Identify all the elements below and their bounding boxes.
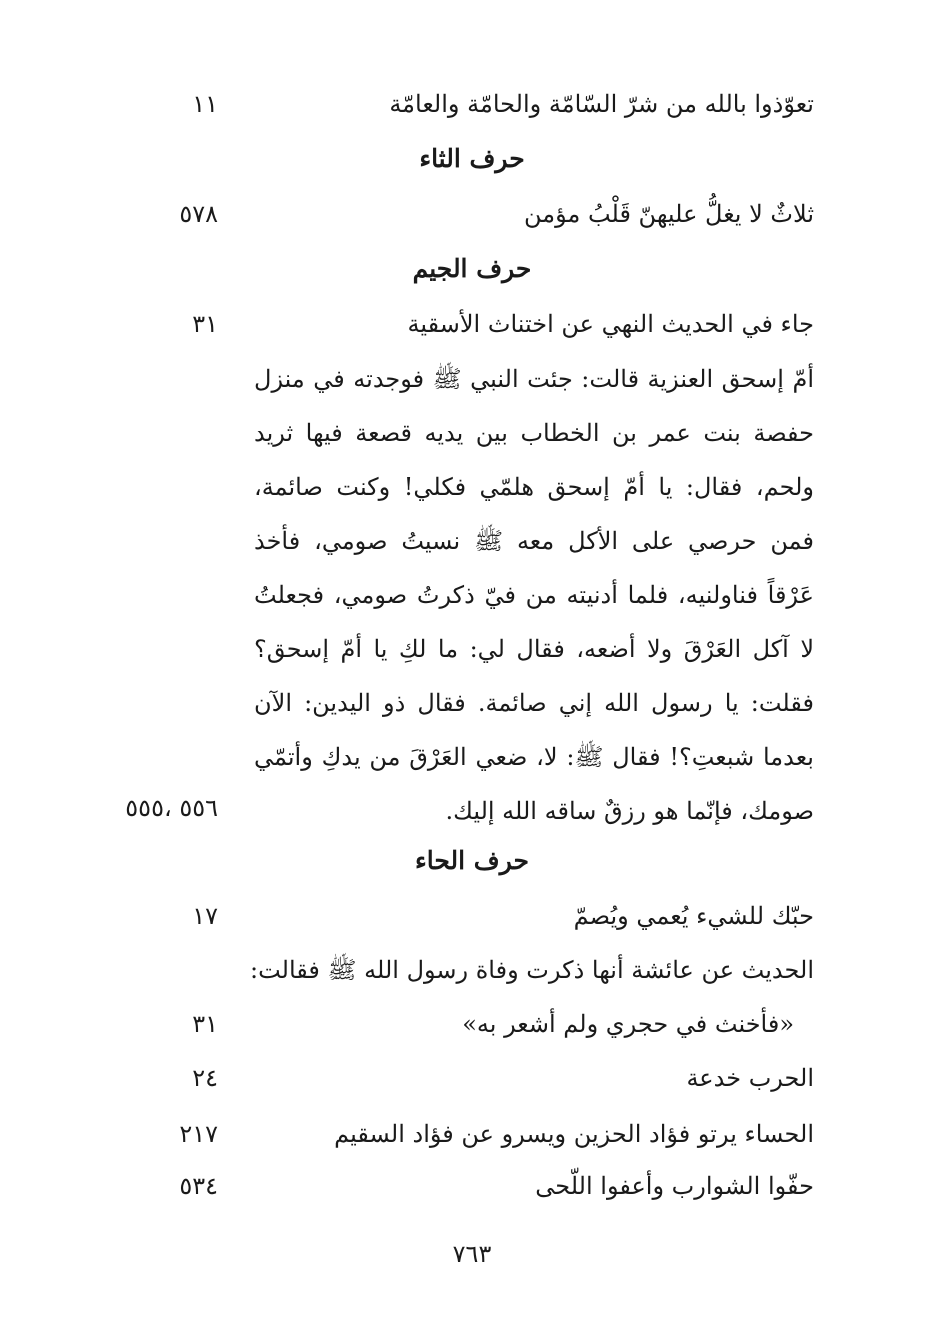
hadith-line: حبّك للشيء يُعمي ويُصمّ bbox=[573, 902, 814, 930]
hadith-line: الحساء يرتو فؤاد الحزين ويسرو عن فؤاد السقيم bbox=[334, 1120, 814, 1148]
page-reference: ٥٥٦ ،٥٥٥ bbox=[125, 794, 218, 822]
hadith-line: الحديث عن عائشة أنها ذكرت وفاة رسول الله ﷺ فقالت: bbox=[250, 956, 814, 984]
section-heading: حرف الثاء bbox=[419, 144, 525, 173]
page-reference: ٢٤ bbox=[192, 1064, 218, 1092]
hadith-line: حفّوا الشوارب وأعفوا اللّحى bbox=[535, 1172, 814, 1200]
hadith-paragraph: أمّ إسحق العنزية قالت: جئت النبي ﷺ فوجدته في منزل حفصة بنت عمر بن الخطاب بين يديه قصعة فيها ثريد ولحم، فقال: يا أمّ إسحق هلمّي فكلي! وكنت صائمة، فمن حرصي على الأكل معه ﷺ نسيتُ صومي، فأخذ عَرْقاً فناولنيه، فلما أدنيته من فيّ ذكرتُ صومي، فجعلتُ لا آكل العَرْقَ ولا أضعه، فقال لي: ما لكِ يا أمّ إسحق؟ فقلت: يا رسول الله إني صائمة. فقال ذو اليدين: الآن بعدما شبعتِ؟! فقال ﷺ: لا، ضعي العَرْقَ من يدكِ وأتمّي صومك، فإنّما هو رزقٌ ساقه الله إليك. bbox=[254, 365, 814, 825]
section-heading: حرف الجيم bbox=[412, 254, 532, 283]
page-reference: ١٧ bbox=[192, 902, 218, 930]
hadith-line: ثلاثٌ لا يغلُّ عليهنّ قَلْبُ مؤمن bbox=[523, 200, 814, 228]
page-reference: ٣١ bbox=[192, 310, 218, 338]
hadith-line: تعوّذوا بالله من شرّ السّامّة والحامّة والعامّة bbox=[389, 90, 814, 118]
page-reference: ٢١٧ bbox=[179, 1120, 218, 1148]
hadith-line: جاء في الحديث النهي عن اختناث الأسقية bbox=[407, 310, 814, 338]
page-reference: ٣١ bbox=[192, 1010, 218, 1038]
section-heading: حرف الحاء bbox=[415, 846, 529, 875]
page-reference: ١١ bbox=[192, 90, 218, 118]
hadith-line: الحرب خدعة bbox=[686, 1064, 814, 1092]
page-reference: ٥٣٤ bbox=[179, 1172, 218, 1200]
hadith-line: «فأخنث في حجري ولم أشعر به» bbox=[462, 1010, 794, 1038]
page-reference: ٥٧٨ bbox=[179, 200, 218, 228]
page-number: ٧٦٣ bbox=[452, 1240, 492, 1268]
